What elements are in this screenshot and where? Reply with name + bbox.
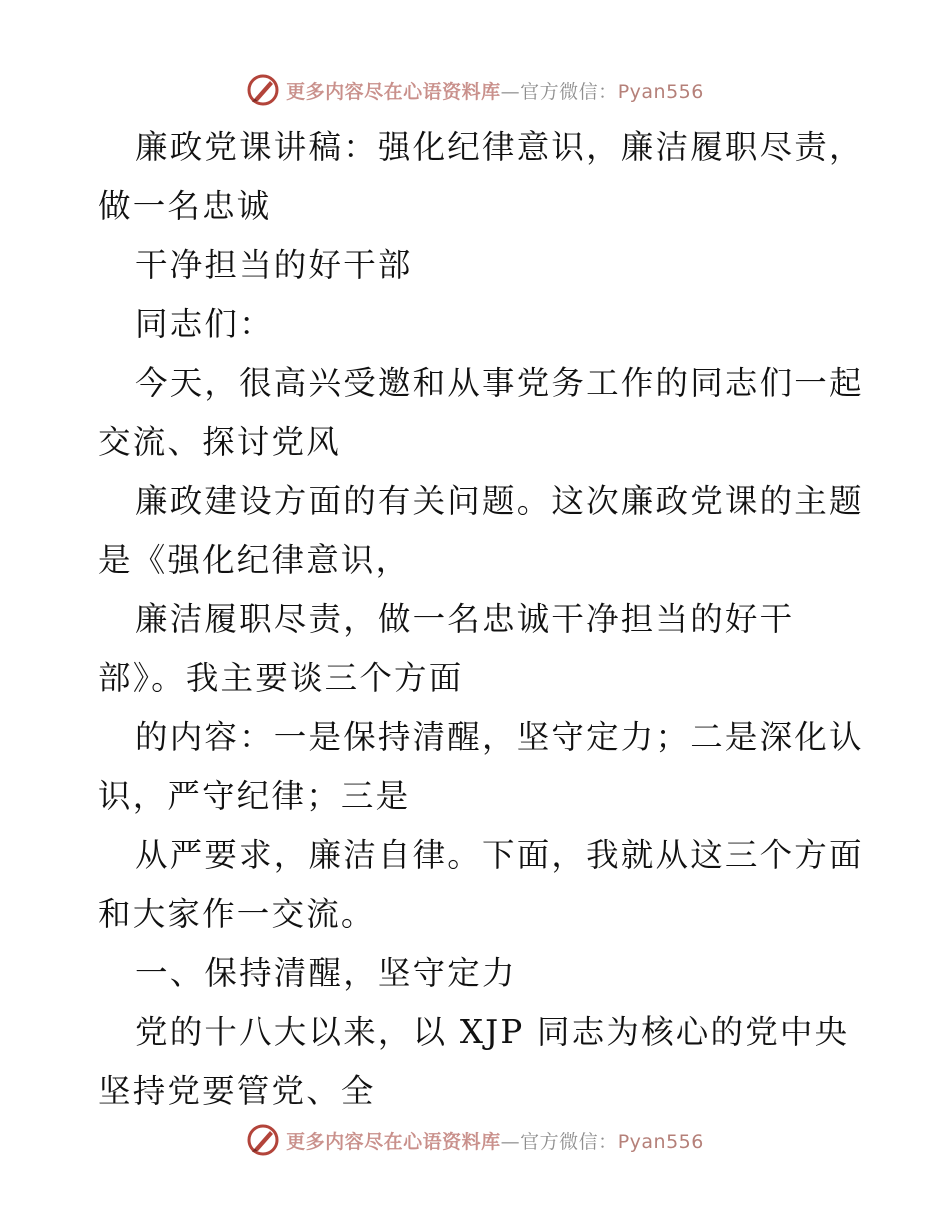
footer-watermark xyxy=(0,1120,950,1160)
watermark-wechat-id: Pyan556 xyxy=(617,1130,704,1153)
watermark-text xyxy=(286,1127,704,1154)
paragraph: 廉政党课讲稿：强化纪律意识，廉洁履职尽责， 做一名忠诚 xyxy=(98,128,864,225)
paragraph: 同志们： xyxy=(135,305,274,343)
document-body xyxy=(98,118,864,1121)
paragraph: 干净担当的好干部 xyxy=(135,246,413,284)
watermark-wechat-label: 官方微信： xyxy=(520,1130,618,1153)
watermark-separator: — xyxy=(500,80,521,103)
paragraph: 今天，很高兴受邀和从事党务工作的同志们一起 交流、探讨党风 xyxy=(98,364,864,461)
watermark-main-text: 更多内容尽在心语资料库 xyxy=(286,80,501,103)
paragraph: 党的十八大以来，以 XJP 同志为核心的党中央 坚持党要管党、全 xyxy=(98,1013,850,1110)
watermark-text xyxy=(286,77,704,104)
paragraph: 廉洁履职尽责，做一名忠诚干净担当的好干 部》。我主要谈三个方面 xyxy=(98,600,795,697)
paragraph: 从严要求，廉洁自律。下面，我就从这三个方面 和大家作一交流。 xyxy=(98,836,864,933)
watermark-main-text: 更多内容尽在心语资料库 xyxy=(286,1130,501,1153)
watermark-wechat-id: Pyan556 xyxy=(617,80,704,103)
paragraph: 的内容：一是保持清醒，坚守定力；二是深化认 识，严守纪律；三是 xyxy=(98,718,864,815)
pen-logo-icon xyxy=(246,73,280,107)
section-heading: 一、保持清醒，坚守定力 xyxy=(135,954,517,992)
pen-logo-icon xyxy=(246,1123,280,1157)
header-watermark xyxy=(0,70,950,110)
watermark-wechat-label: 官方微信： xyxy=(520,80,618,103)
paragraph: 廉政建设方面的有关问题。这次廉政党课的主题 是《强化纪律意识， xyxy=(98,482,864,579)
watermark-separator: — xyxy=(500,1130,521,1153)
